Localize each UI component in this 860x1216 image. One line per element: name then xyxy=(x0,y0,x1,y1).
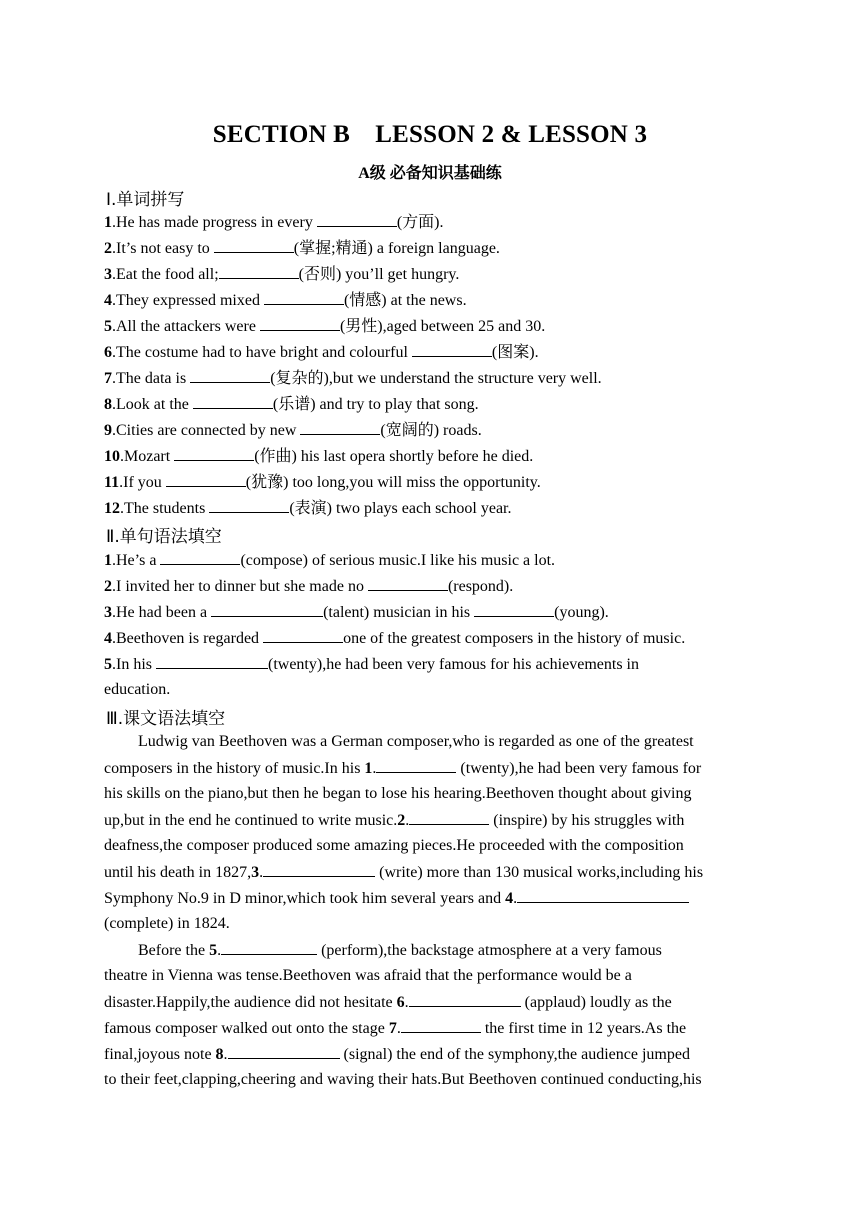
answer-blank[interactable] xyxy=(264,290,344,305)
answer-blank[interactable] xyxy=(156,654,268,669)
passage-line: theatre in Vienna was tense.Beethoven was afraid that the performance would be a xyxy=(104,967,632,984)
question-item: 2.I invited her to dinner but she made no (respond). xyxy=(104,578,514,595)
level-subtitle: A级 必备知识基础练 xyxy=(358,165,502,182)
passage-line: Symphony No.9 in D minor,which took him several years and 4. xyxy=(104,888,689,909)
passage-line: deafness,the composer produced some amazing pieces.He proceeded with the composition xyxy=(104,837,684,854)
question-item: 1.He has made progress in every (方面). xyxy=(104,214,444,231)
passage-line: until his death in 1827,3. (write) more than 130 musical works,including his xyxy=(104,864,704,881)
answer-blank[interactable] xyxy=(260,316,340,331)
answer-blank[interactable] xyxy=(401,1018,481,1033)
question-item: 4.They expressed mixed (情感) at the news. xyxy=(104,292,467,309)
answer-blank[interactable] xyxy=(517,888,689,903)
question-item: 4.Beethoven is regarded one of the greatest composers in the history of music. xyxy=(104,630,686,647)
passage-line: composers in the history of music.In his 1. (twenty),he had been very famous for xyxy=(104,760,702,777)
answer-blank[interactable] xyxy=(209,498,289,513)
passage-line: disaster.Happily,the audience did not hesitate 6. (applaud) loudly as the xyxy=(104,994,672,1011)
answer-blank[interactable] xyxy=(263,628,343,643)
answer-blank[interactable] xyxy=(211,602,323,617)
answer-blank[interactable] xyxy=(263,862,375,877)
answer-blank[interactable] xyxy=(174,446,254,461)
passage-line: final,joyous note 8. (signal) the end of the symphony,the audience jumped xyxy=(104,1046,690,1063)
answer-blank[interactable] xyxy=(166,472,246,487)
answer-blank[interactable] xyxy=(214,238,294,253)
answer-blank[interactable] xyxy=(474,602,554,617)
question-item: 11.If you (犹豫) too long,you will miss the opportunity. xyxy=(104,474,541,491)
question-item: 5.In his (twenty),he had been very famous for his achievements in xyxy=(104,656,639,673)
answer-blank[interactable] xyxy=(160,550,240,565)
page-title: SECTION B LESSON 2 & LESSON 3 xyxy=(212,121,648,148)
answer-blank[interactable] xyxy=(300,420,380,435)
answer-blank[interactable] xyxy=(317,212,397,227)
section-heading-grammar: Ⅱ.单句语法填空 xyxy=(106,527,222,547)
passage-line: his skills on the piano,but then he began to lose his hearing.Beethoven thought about giving xyxy=(104,785,692,802)
question-item: 5.All the attackers were (男性),aged between 25 and 30. xyxy=(104,318,546,335)
question-item: 10.Mozart (作曲) his last opera shortly before he died. xyxy=(104,448,534,465)
passage-line: Ludwig van Beethoven was a German composer,who is regarded as one of the greatest xyxy=(138,733,694,750)
passage-line: up,but in the end he continued to write music.2. (inspire) by his struggles with xyxy=(104,812,685,829)
answer-blank[interactable] xyxy=(412,342,492,357)
section-heading-spelling: Ⅰ.单词拼写 xyxy=(106,190,185,210)
passage-line: famous composer walked out onto the stage 7. the first time in 12 years.As the xyxy=(104,1020,687,1037)
passage-line: (complete) in 1824. xyxy=(104,915,230,932)
question-item: 8.Look at the (乐谱) and try to play that song. xyxy=(104,396,479,413)
answer-blank[interactable] xyxy=(368,576,448,591)
question-item: 1.He’s a (compose) of serious music.I like his music a lot. xyxy=(104,552,556,569)
question-item-continuation: education. xyxy=(104,681,171,698)
section-heading-passage: Ⅲ.课文语法填空 xyxy=(106,709,226,729)
question-item: 3.Eat the food all; (否则) you’ll get hungry. xyxy=(104,266,460,283)
answer-blank[interactable] xyxy=(409,992,521,1007)
passage-line: to their feet,clapping,cheering and waving their hats.But Beethoven continued conducting,his xyxy=(104,1071,702,1088)
question-item: 12.The students (表演) two plays each school year. xyxy=(104,500,512,517)
answer-blank[interactable] xyxy=(193,394,273,409)
answer-blank[interactable] xyxy=(219,264,299,279)
answer-blank[interactable] xyxy=(190,368,270,383)
answer-blank[interactable] xyxy=(409,810,489,825)
answer-blank[interactable] xyxy=(228,1044,340,1059)
question-item: 2.It’s not easy to (掌握;精通) a foreign language. xyxy=(104,240,500,257)
question-item: 9.Cities are connected by new (宽阔的) roads. xyxy=(104,422,482,439)
answer-blank[interactable] xyxy=(376,758,456,773)
question-item: 6.The costume had to have bright and colourful (图案). xyxy=(104,344,539,361)
answer-blank[interactable] xyxy=(221,940,317,955)
question-item: 3.He had been a (talent) musician in his (young). xyxy=(104,604,609,621)
question-item: 7.The data is (复杂的),but we understand the structure very well. xyxy=(104,370,602,387)
passage-line: Before the 5. (perform),the backstage atmosphere at a very famous xyxy=(138,942,662,959)
